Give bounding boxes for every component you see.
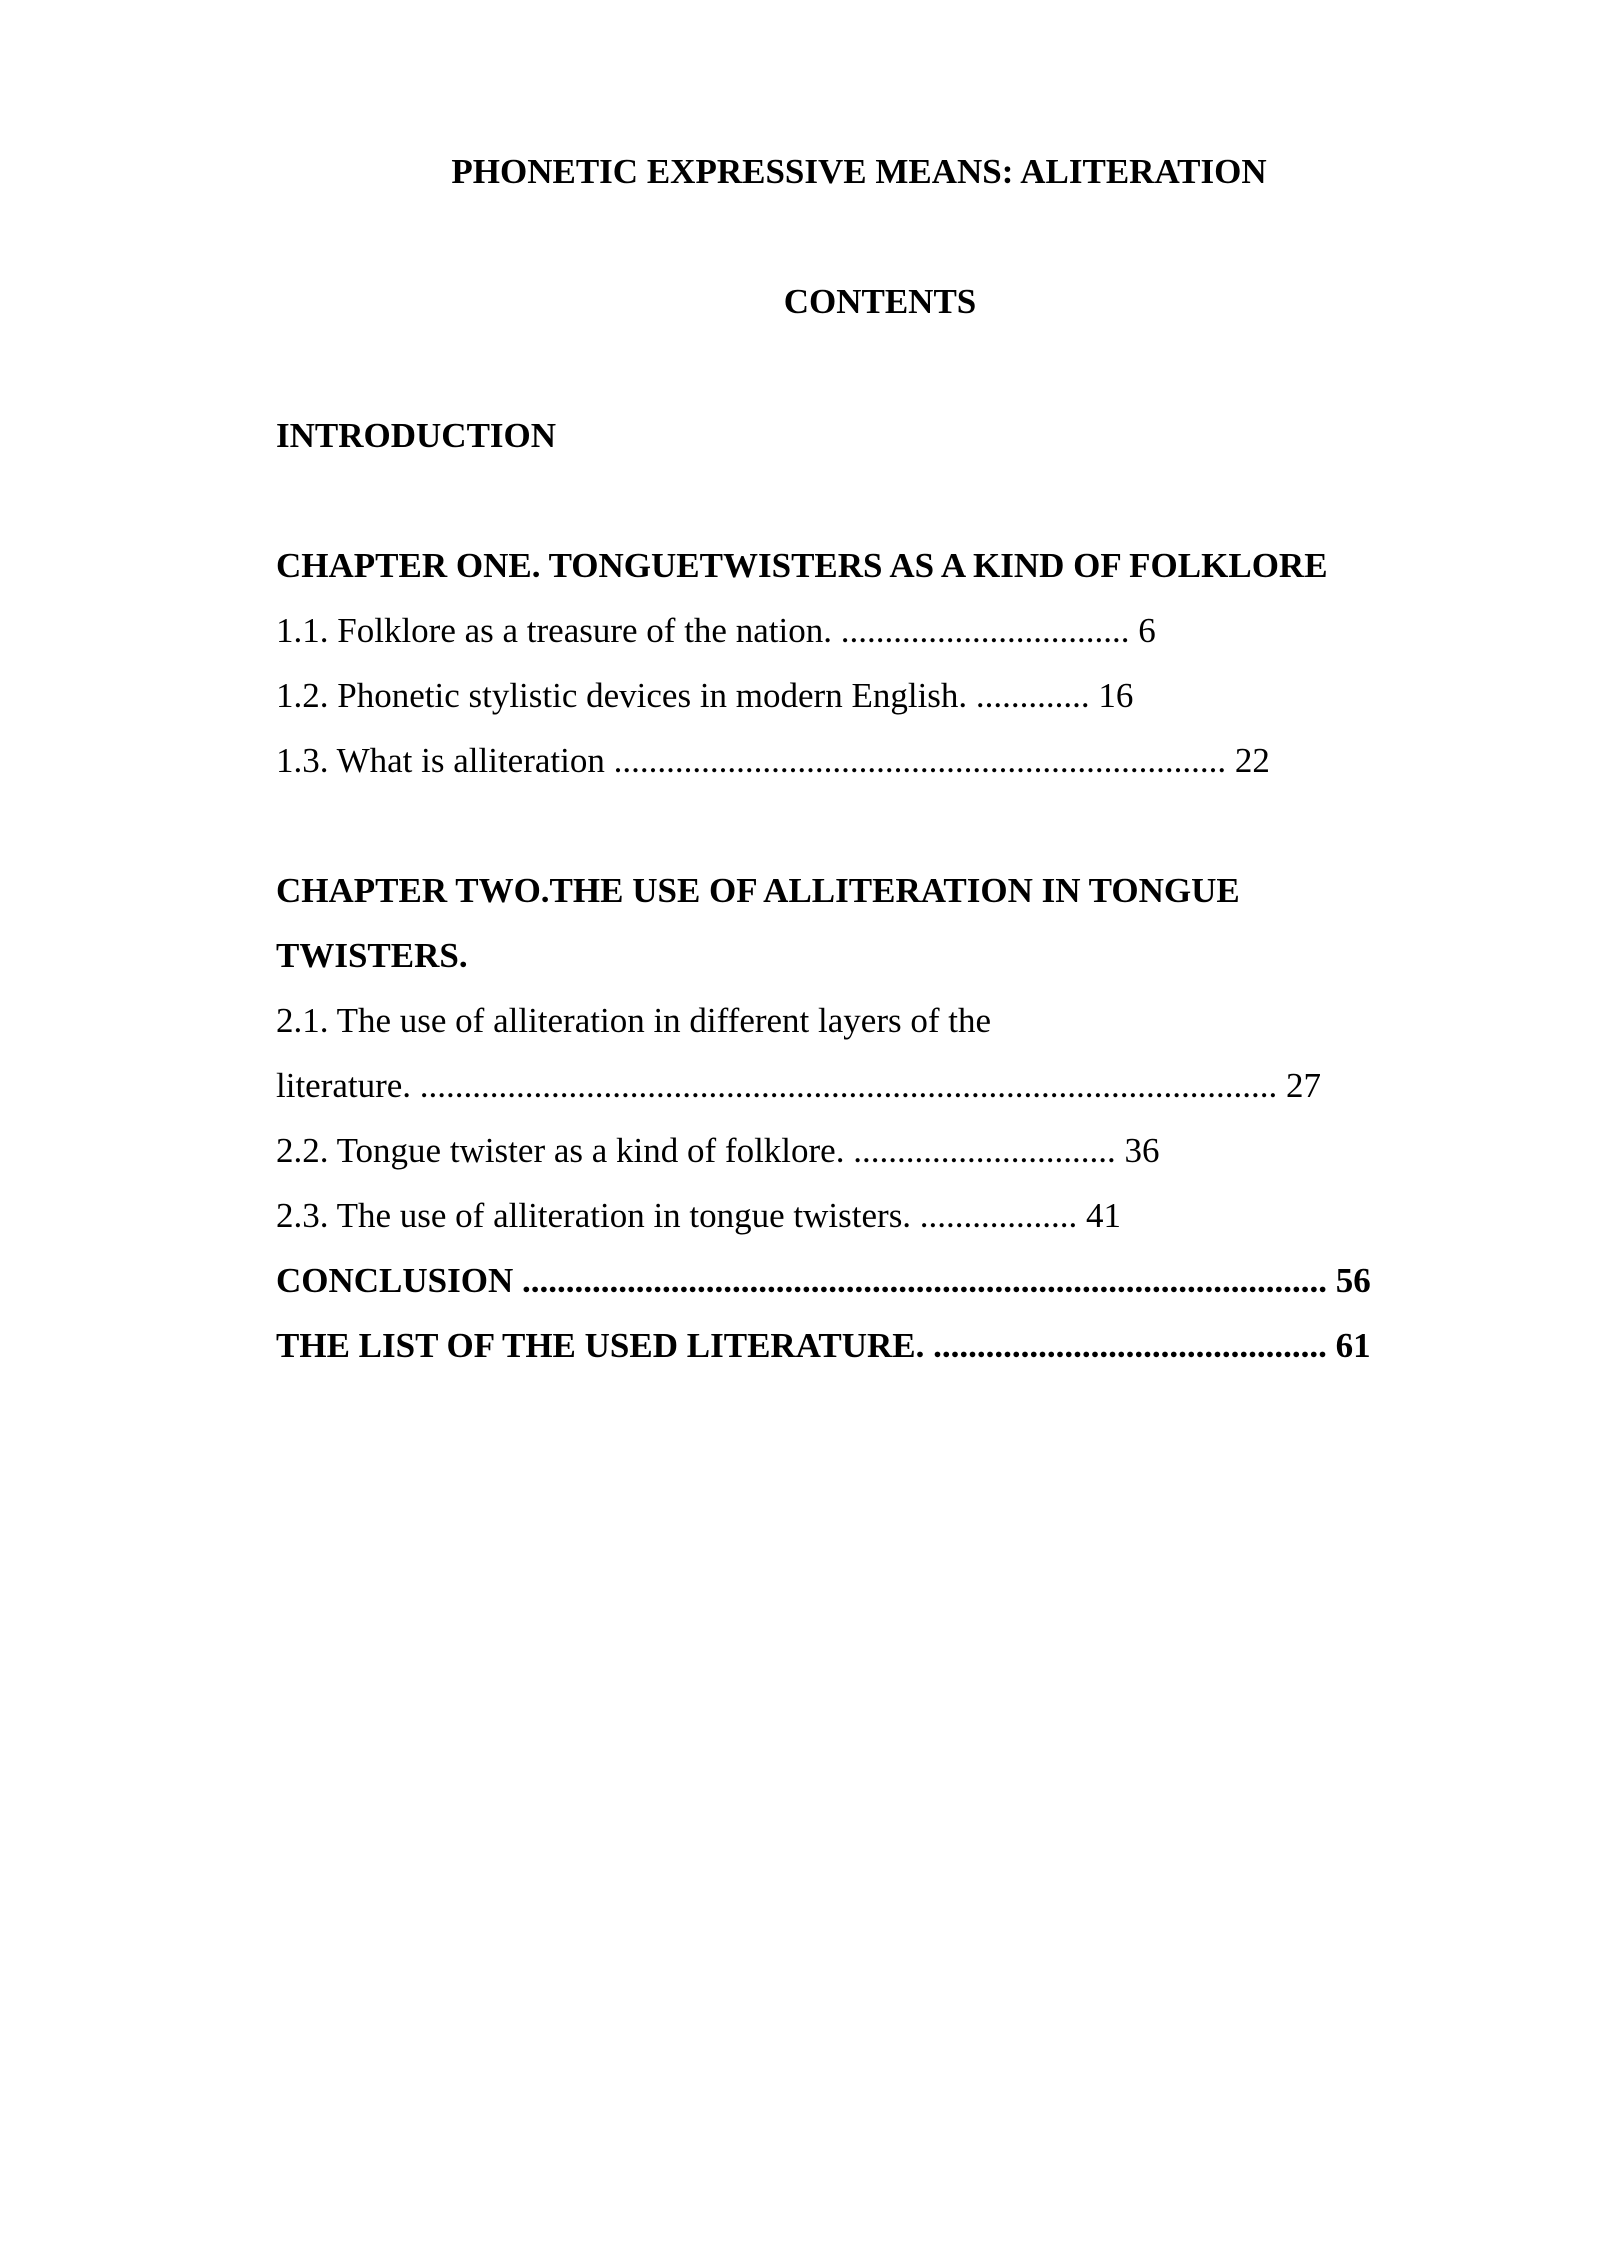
toc-item-2-3: 2.3. The use of alliteration in tongue twisters. .................. 41 (276, 1196, 1122, 1235)
toc-introduction: INTRODUCTION (276, 416, 557, 455)
toc-conclusion: CONCLUSION ............................................................................................ 56 (276, 1261, 1371, 1300)
document-title: PHONETIC EXPRESSIVE MEANS: ALITERATION (451, 152, 1267, 191)
toc-chapter-two-continued: TWISTERS. (276, 936, 468, 975)
toc-item-2-2: 2.2. Tongue twister as a kind of folklore. .............................. 36 (276, 1131, 1160, 1170)
toc-literature-list: THE LIST OF THE USED LITERATURE. ............................................. 61 (276, 1326, 1371, 1365)
toc-chapter-two: CHAPTER TWO.THE USE OF ALLITERATION IN TONGUE (276, 871, 1240, 910)
toc-chapter-one: CHAPTER ONE. TONGUETWISTERS AS A KIND OF FOLKLORE (276, 546, 1328, 585)
toc-item-1-1: 1.1. Folklore as a treasure of the nation. ................................. 6 (276, 611, 1156, 650)
toc-item-1-2: 1.2. Phonetic stylistic devices in modern English. ............. 16 (276, 676, 1134, 715)
toc-item-2-1: 2.1. The use of alliteration in different layers of the (276, 1001, 992, 1040)
contents-heading: CONTENTS (783, 282, 977, 321)
toc-item-2-1-continued: literature. .................................................................................................. 27 (276, 1066, 1322, 1105)
toc-item-1-3: 1.3. What is alliteration ...................................................................... 22 (276, 741, 1270, 780)
